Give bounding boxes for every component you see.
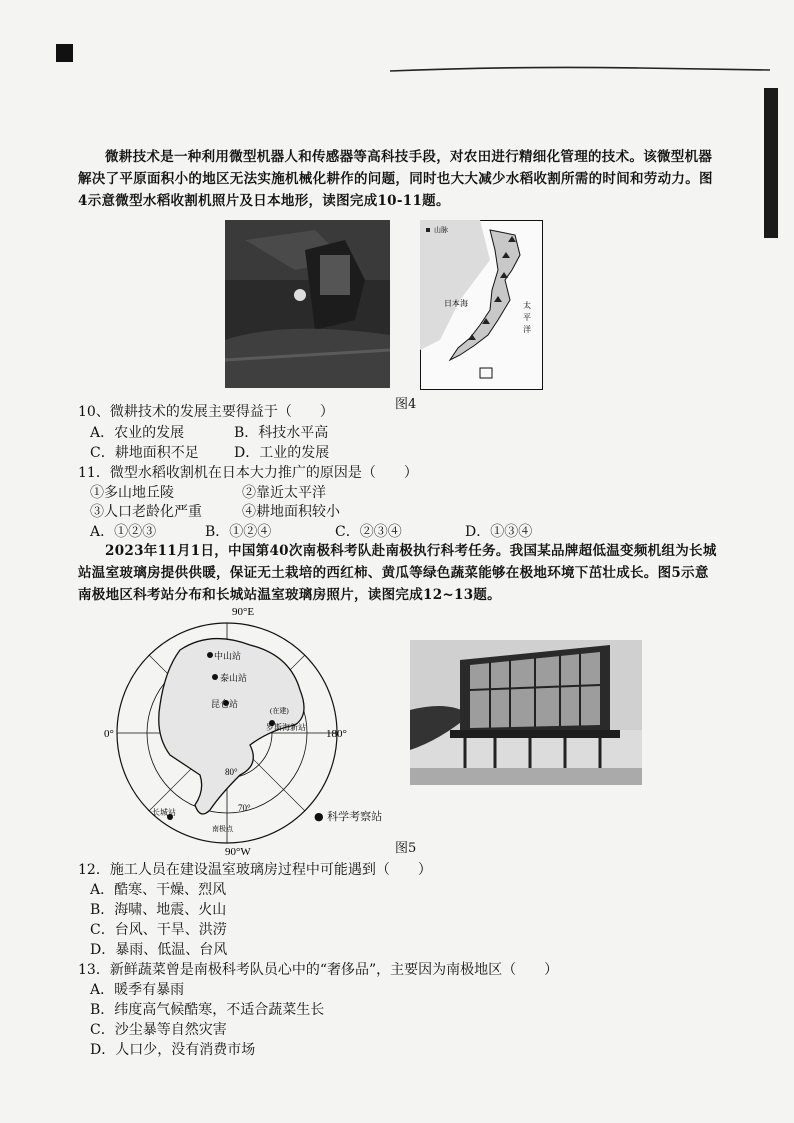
q11-option-d: D．①③④ [465, 524, 533, 540]
station-ross-sea: 罗斯海新站 [266, 723, 306, 732]
page-top-rule [390, 66, 770, 74]
station-legend [314, 808, 382, 824]
q13-option-b: B．纬度高气候酷寒，不适合蔬菜生长 [90, 1002, 325, 1018]
question-13-stem: 13．新鲜蔬菜曾是南极科考队员心中的“奢侈品”，主要因为南极地区（ ） [78, 962, 559, 978]
q12-option-a: A．酷寒、干燥、烈风 [90, 882, 227, 898]
station-zhongshan: 中山站 [214, 651, 242, 661]
lon-0-label: 0° [104, 728, 114, 740]
side-binding-bar [764, 88, 778, 238]
japan-terrain-map [420, 220, 543, 390]
question-10-stem: 10、微耕技术的发展主要得益于（ ） [78, 404, 334, 420]
pacific-label-1: 太 [523, 301, 531, 310]
q10-option-b: B．科技水平高 [234, 425, 329, 441]
station-changcheng: 长城站 [152, 808, 176, 817]
q11-option-c: C．②③④ [335, 524, 402, 540]
q13-option-d: D．人口少，没有消费市场 [90, 1042, 256, 1058]
q12-option-c: C．台风、干旱、洪涝 [90, 922, 227, 938]
figure-4-caption: 图4 [395, 397, 417, 412]
q11-item-2: ②靠近太平洋 [242, 485, 326, 501]
question-12-stem: 12．施工人员在建设温室玻璃房过程中可能遇到（ ） [78, 862, 432, 878]
legend-label: 科学考察站 [327, 810, 383, 823]
lon-90w-label: 90°W [225, 846, 251, 858]
q11-option-b: B．①②④ [205, 524, 272, 540]
lat-70-label: 70° [238, 803, 251, 813]
page-corner-mark [56, 44, 73, 62]
q13-option-a: A．暖季有暴雨 [90, 982, 185, 998]
pacific-label-2: 平 [523, 313, 531, 322]
question-11-stem: 11．微型水稻收割机在日本大力推广的原因是（ ） [78, 465, 418, 481]
mountain-legend-label: 山脉 [434, 226, 448, 234]
lon-90e-label: 90°E [232, 606, 255, 618]
lon-180-label: 180° [326, 728, 347, 740]
legend-dot-icon: ● [314, 810, 324, 823]
figure-5-caption: 图5 [395, 841, 417, 856]
south-pole-label: 南极点 [212, 825, 233, 833]
q12-option-b: B．海啸、地震、火山 [90, 902, 227, 918]
intro-paragraph-2: 2023年11月1日，中国第40次南极科考队赴南极执行科考任务。我国某品牌超低温变频机组为长城站温室玻璃房提供供暖，保证无土栽培的西红柿、黄瓜等绿色蔬菜能够在极地环境下茁壮成长。图5示意南极地区科考站分布和长城站温室玻璃房照片，读图完成12~13题。 [78, 543, 717, 603]
station-kunlun: 昆仑站 [211, 699, 239, 709]
q10-option-a: A．农业的发展 [90, 425, 185, 441]
lat-80-label: 80° [225, 767, 238, 777]
q11-option-a: A．①②③ [90, 524, 157, 540]
q12-option-d: D．暴雨、低温、台风 [90, 942, 228, 958]
greenhouse-photo [410, 640, 642, 785]
intro-paragraph-1: 微耕技术是一种利用微型机器人和传感器等高科技手段，对农田进行精细化管理的技术。该微型机器解决了平原面积小的地区无法实施机械化耕作的问题，同时也大大减少水稻收割所需的时间和劳动力。图4示意微型水稻收割机照片及日本地形，读图完成10-11题。 [78, 149, 713, 209]
q10-option-c: C．耕地面积不足 [90, 445, 199, 461]
station-under-construction-note: (在建) [270, 707, 289, 715]
sea-of-japan-label: 日本海 [444, 299, 468, 308]
q13-option-c: C．沙尘暴等自然灾害 [90, 1022, 227, 1038]
station-taishan: 泰山站 [220, 673, 248, 683]
q11-item-3: ③人口老龄化严重 [90, 504, 202, 520]
pacific-label-3: 洋 [523, 325, 531, 334]
rice-harvester-photo [225, 220, 390, 388]
q11-item-1: ①多山地丘陵 [90, 485, 174, 501]
q11-item-4: ④耕地面积较小 [242, 504, 340, 520]
q10-option-d: D．工业的发展 [234, 445, 330, 461]
